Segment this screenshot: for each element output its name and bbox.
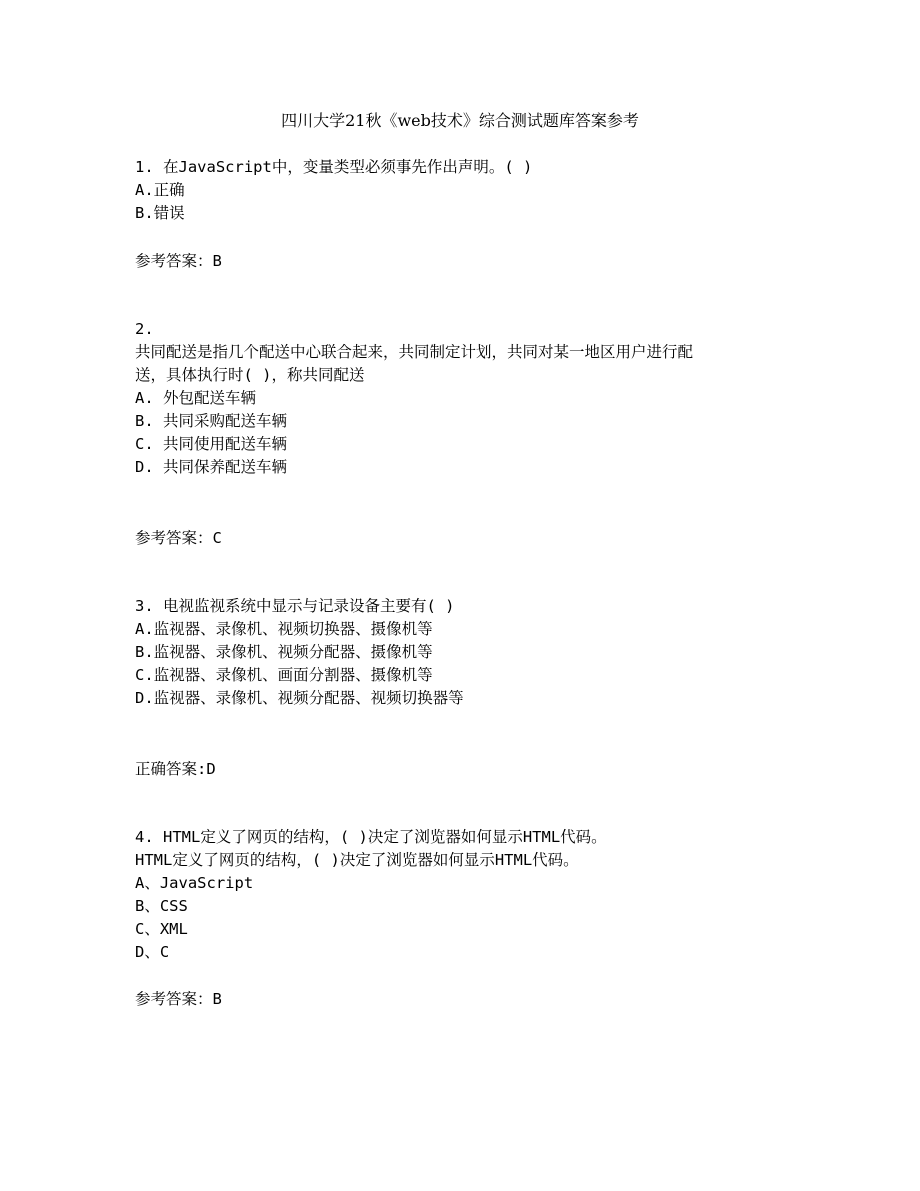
question-2-option-c: C. 共同使用配送车辆: [135, 435, 287, 453]
question-4-prompt: 4. HTML定义了网页的结构，( )决定了浏览器如何显示HTML代码。: [135, 828, 607, 846]
question-4-option-b: B、CSS: [135, 897, 188, 915]
question-2-option-a: A. 外包配送车辆: [135, 389, 256, 407]
question-3-prompt: 3. 电视监视系统中显示与记录设备主要有( ): [135, 597, 455, 615]
question-3-option-a: A.监视器、录像机、视频切换器、摄像机等: [135, 620, 433, 638]
question-4-option-c: C、XML: [135, 920, 188, 938]
question-2-prompt-line-1: 共同配送是指几个配送中心联合起来，共同制定计划，共同对某一地区用户进行配: [135, 343, 694, 361]
question-4-prompt-repeat: HTML定义了网页的结构，( )决定了浏览器如何显示HTML代码。: [135, 851, 579, 869]
question-1-prompt: 1. 在JavaScript中，变量类型必须事先作出声明。( ): [135, 158, 533, 176]
document-title: 四川大学21秋《web技术》综合测试题库答案参考: [281, 111, 639, 130]
question-3-option-d: D.监视器、录像机、视频分配器、视频切换器等: [135, 689, 464, 707]
question-2-option-b: B. 共同采购配送车辆: [135, 412, 287, 430]
question-1-option-a: A.正确: [135, 181, 185, 199]
question-3-answer: 正确答案:D: [135, 760, 216, 778]
question-2-option-d: D. 共同保养配送车辆: [135, 458, 287, 476]
question-4-option-a: A、JavaScript: [135, 874, 254, 892]
question-2-number: 2.: [135, 320, 154, 338]
question-1-answer: 参考答案：B: [135, 252, 222, 270]
question-4-option-d: D、C: [135, 943, 170, 961]
question-2-prompt-line-2: 送，具体执行时( )，称共同配送: [135, 366, 365, 384]
question-2-answer: 参考答案：C: [135, 529, 222, 547]
question-4-answer: 参考答案：B: [135, 990, 222, 1008]
question-3-option-c: C.监视器、录像机、画面分割器、摄像机等: [135, 666, 433, 684]
question-1-option-b: B.错误: [135, 204, 185, 222]
question-3-option-b: B.监视器、录像机、视频分配器、摄像机等: [135, 643, 433, 661]
